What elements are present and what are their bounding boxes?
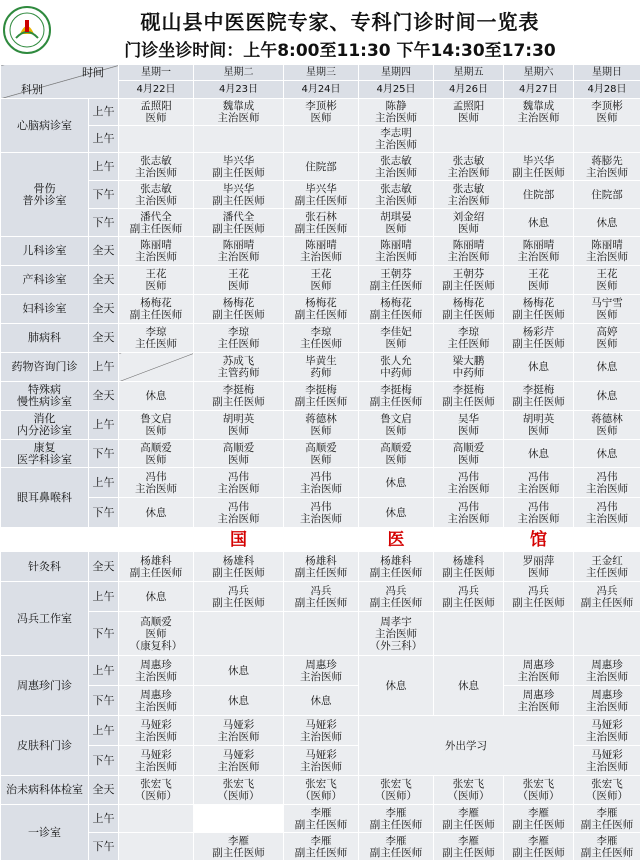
schedule-cell: 冯伟 主治医师 [434, 468, 504, 498]
schedule-cell: 外出学习 [359, 716, 574, 776]
blank-cell [434, 528, 504, 552]
schedule-cell: 高顺爱 医师 （康复科） [119, 612, 194, 656]
table-row [1, 353, 640, 382]
table-row [1, 324, 640, 353]
schedule-cell: 住院部 [574, 181, 640, 209]
schedule-cell: 胡琪晏 医师 [359, 209, 434, 237]
dept-yaowu: 药物咨询门诊 [1, 353, 89, 382]
schedule-cell: 张志敏 主治医师 [119, 181, 194, 209]
date-header: 4月24日 [284, 81, 359, 99]
schedule-cell: 休息 [194, 686, 284, 716]
schedule-cell [194, 126, 284, 153]
schedule-cell: 冯伟 主治医师 [194, 468, 284, 498]
schedule-cell: 罗丽萍 医师 [504, 552, 574, 582]
table-row [1, 582, 640, 612]
period-am: 上午 [89, 805, 119, 833]
schedule-cell: 冯伟 主治医师 [284, 468, 359, 498]
schedule-cell: 李顶彬 医师 [284, 99, 359, 126]
corner-cell [1, 65, 119, 99]
schedule-cell: 冯伟 主治医师 [194, 498, 284, 528]
dept-teshu: 特殊病 慢性病诊室 [1, 382, 89, 411]
table-row [1, 440, 640, 468]
schedule-cell: 冯伟 主治医师 [119, 468, 194, 498]
schedule-cell: 休息 [574, 353, 640, 382]
schedule-cell: 鲁文启 医师 [119, 411, 194, 440]
schedule-cell: 潘代全 副主任医师 [194, 209, 284, 237]
schedule-cell: 李挺梅 副主任医师 [359, 382, 434, 411]
schedule-cell [504, 612, 574, 656]
schedule-cell: 周惠珍 主治医师 [504, 686, 574, 716]
schedule-cell: 王朝芬 副主任医师 [434, 266, 504, 295]
schedule-cell: 张志敏 主治医师 [119, 153, 194, 181]
table-row [1, 716, 640, 746]
table-row [1, 686, 640, 716]
schedule-cell: 休息 [119, 382, 194, 411]
schedule-cell: 休息 [434, 656, 504, 716]
period-all: 全天 [89, 237, 119, 266]
corner-dept-label: 科别 [21, 83, 43, 96]
schedule-cell: 王金红 主任医师 [574, 552, 640, 582]
schedule-cell: 刘金绍 医师 [434, 209, 504, 237]
schedule-cell: 冯兵 副主任医师 [194, 582, 284, 612]
table-row [1, 612, 640, 656]
dept-yizhen: 一诊室 [1, 805, 89, 861]
schedule-cell: 陈丽晴 主治医师 [359, 237, 434, 266]
schedule-cell: 王花 医师 [194, 266, 284, 295]
weekday-header: 星期日 [574, 65, 640, 81]
blank-cell [574, 528, 640, 552]
period-am: 上午 [89, 716, 119, 746]
period-all: 全天 [89, 382, 119, 411]
schedule-cell: 休息 [574, 440, 640, 468]
schedule-cell: 张志敏 主治医师 [359, 181, 434, 209]
schedule-cell: 冯伟 主治医师 [504, 498, 574, 528]
dept-yanerbi: 眼耳鼻喉科 [1, 468, 89, 528]
weekday-header: 星期四 [359, 65, 434, 81]
schedule-cell: 休息 [359, 498, 434, 528]
schedule-cell: 住院部 [284, 153, 359, 181]
guoyiguan-label: 馆 [504, 528, 574, 552]
table-row [1, 181, 640, 209]
schedule-cell: 李佳妃 医师 [359, 324, 434, 353]
period-am: 上午 [89, 582, 119, 612]
schedule-cell: 陈静 主治医师 [359, 99, 434, 126]
schedule-cell: 张宏飞 （医师） [119, 776, 194, 805]
dept-fengbing: 冯兵工作室 [1, 582, 89, 656]
table-row [1, 528, 640, 552]
schedule-cell: 冯兵 副主任医师 [284, 582, 359, 612]
schedule-cell [434, 126, 504, 153]
schedule-cell: 休息 [504, 353, 574, 382]
schedule-cell: 张石林 副主任医师 [284, 209, 359, 237]
table-row [1, 656, 640, 686]
schedule-cell: 陈丽晴 主治医师 [284, 237, 359, 266]
blank-cell [1, 528, 89, 552]
schedule-cell: 休息 [504, 440, 574, 468]
dept-zhenjiu: 针灸科 [1, 552, 89, 582]
schedule-cell: 吴华 医师 [434, 411, 504, 440]
schedule-cell: 杨彩芹 副主任医师 [504, 324, 574, 353]
schedule-cell: 杨梅花 副主任医师 [119, 295, 194, 324]
clinic-hours: 门诊坐诊时间：上午8:00至11:30 下午14:30至17:30 [124, 41, 556, 61]
schedule-cell: 张宏飞 （医师） [504, 776, 574, 805]
guoyiguan-label: 国 [194, 528, 284, 552]
schedule-cell: 潘代全 副主任医师 [119, 209, 194, 237]
schedule-cell: 李琼 主任医师 [284, 324, 359, 353]
schedule-cell: 冯伟 主治医师 [574, 468, 640, 498]
guoyiguan-label: 医 [359, 528, 434, 552]
empty-cell [194, 805, 284, 833]
dept-zhiwei: 治未病科体检室 [1, 776, 89, 805]
table-row [1, 237, 640, 266]
period-pm: 下午 [89, 833, 119, 861]
schedule-cell [284, 126, 359, 153]
schedule-cell: 杨梅花 副主任医师 [194, 295, 284, 324]
schedule-cell: 李雁 副主任医师 [504, 805, 574, 833]
table-row [1, 498, 640, 528]
dept-xinnao: 心脑病诊室 [1, 99, 89, 153]
schedule-cell: 杨雄科 副主任医师 [434, 552, 504, 582]
period-pm: 下午 [89, 686, 119, 716]
period-all: 全天 [89, 776, 119, 805]
schedule-cell: 李挺梅 副主任医师 [284, 382, 359, 411]
schedule-cell: 马娅彩 主治医师 [194, 716, 284, 746]
schedule-cell: 毕兴华 副主任医师 [194, 181, 284, 209]
weekday-header: 星期六 [504, 65, 574, 81]
schedule-cell [284, 612, 359, 656]
schedule-cell [434, 612, 504, 656]
blank-cell [119, 528, 194, 552]
period-am: 上午 [89, 656, 119, 686]
schedule-cell: 冯兵 副主任医师 [359, 582, 434, 612]
schedule-cell: 杨雄科 副主任医师 [359, 552, 434, 582]
schedule-cell: 休息 [504, 209, 574, 237]
date-header: 4月25日 [359, 81, 434, 99]
schedule-cell: 王花 医师 [284, 266, 359, 295]
table-row [1, 153, 640, 181]
schedule-cell: 毕兴华 副主任医师 [504, 153, 574, 181]
weekday-header: 星期二 [194, 65, 284, 81]
period-all: 全天 [89, 552, 119, 582]
schedule-cell: 张宏飞 （医师） [359, 776, 434, 805]
table-row [1, 209, 640, 237]
dept-kangfu: 康复 医学科诊室 [1, 440, 89, 468]
schedule-cell: 李琼 主任医师 [434, 324, 504, 353]
schedule-cell: 蒋膨先 主治医师 [574, 153, 640, 181]
schedule-cell: 杨雄科 副主任医师 [194, 552, 284, 582]
schedule-cell [574, 126, 640, 153]
schedule-cell: 马娅彩 主治医师 [574, 716, 640, 746]
schedule-cell: 李雁 副主任医师 [359, 805, 434, 833]
schedule-cell: 休息 [284, 686, 359, 716]
table-row [1, 295, 640, 324]
schedule-cell: 冯伟 主治医师 [284, 498, 359, 528]
schedule-cell: 休息 [119, 582, 194, 612]
period-am: 上午 [89, 353, 119, 382]
dept-chanke: 产科诊室 [1, 266, 89, 295]
schedule-cell: 周惠珍 主治医师 [504, 656, 574, 686]
schedule-cell: 张宏飞 （医师） [284, 776, 359, 805]
period-pm: 下午 [89, 498, 119, 528]
schedule-cell: 孟照阳 医师 [434, 99, 504, 126]
schedule-cell: 马娅彩 主治医师 [574, 746, 640, 776]
schedule-cell: 鲁文启 医师 [359, 411, 434, 440]
schedule-cell [119, 833, 194, 861]
schedule-cell: 住院部 [504, 181, 574, 209]
corner-time-label: 时间 [82, 66, 104, 79]
schedule-cell: 毕兴华 副主任医师 [194, 153, 284, 181]
dept-feibing: 肺病科 [1, 324, 89, 353]
schedule-cell: 杨梅花 副主任医师 [359, 295, 434, 324]
table-row [1, 266, 640, 295]
schedule-cell: 魏靠成 主治医师 [194, 99, 284, 126]
dept-erke: 儿科诊室 [1, 237, 89, 266]
empty-cell [119, 353, 194, 382]
schedule-cell: 张志敏 主治医师 [434, 181, 504, 209]
schedule-cell: 毕黄生 药师 [284, 353, 359, 382]
table-row [1, 65, 640, 81]
schedule-cell: 李顶彬 医师 [574, 99, 640, 126]
schedule-cell: 张志敏 主治医师 [434, 153, 504, 181]
schedule-cell: 李雁 副主任医师 [574, 833, 640, 861]
table-row [1, 552, 640, 582]
schedule-cell: 周惠珍 主治医师 [574, 686, 640, 716]
weekday-header: 星期三 [284, 65, 359, 81]
period-pm: 下午 [89, 612, 119, 656]
schedule-cell: 高顺爱 医师 [194, 440, 284, 468]
schedule-cell: 陈丽晴 主治医师 [434, 237, 504, 266]
schedule-cell: 杨梅花 副主任医师 [504, 295, 574, 324]
schedule-cell: 孟照阳 医师 [119, 99, 194, 126]
schedule-cell: 李雁 副主任医师 [359, 833, 434, 861]
schedule-cell: 周惠珍 主治医师 [119, 656, 194, 686]
weekday-header: 星期五 [434, 65, 504, 81]
date-header: 4月28日 [574, 81, 640, 99]
dept-pifu: 皮肤科门诊 [1, 716, 89, 776]
schedule-cell: 周惠珍 主治医师 [119, 686, 194, 716]
schedule-cell: 杨雄科 副主任医师 [284, 552, 359, 582]
schedule-cell: 李雁 副主任医师 [284, 805, 359, 833]
period-pm: 下午 [89, 181, 119, 209]
table-row [1, 833, 640, 861]
schedule-cell: 魏靠成 主治医师 [504, 99, 574, 126]
schedule-cell: 李雁 副主任医师 [434, 805, 504, 833]
schedule-cell: 陈丽晴 主治医师 [119, 237, 194, 266]
schedule-cell: 杨雄科 副主任医师 [119, 552, 194, 582]
period-all: 全天 [89, 266, 119, 295]
period-pm: 下午 [89, 746, 119, 776]
schedule-cell: 杨梅花 副主任医师 [284, 295, 359, 324]
period-am: 上午 [89, 99, 119, 126]
dept-zhouhuizhen: 周惠珍门诊 [1, 656, 89, 716]
schedule-cell: 李雁 副主任医师 [504, 833, 574, 861]
schedule-cell: 冯伟 主治医师 [434, 498, 504, 528]
table-row [1, 776, 640, 805]
schedule-cell: 李琼 主任医师 [194, 324, 284, 353]
schedule-cell: 张志敏 主治医师 [359, 153, 434, 181]
schedule-cell: 冯兵 副主任医师 [574, 582, 640, 612]
schedule-cell: 周惠珍 主治医师 [284, 656, 359, 686]
schedule-cell: 高顺爱 医师 [434, 440, 504, 468]
blank-cell [89, 528, 119, 552]
period-pm: 下午 [89, 209, 119, 237]
table-row [1, 411, 640, 440]
schedule-cell: 杨梅花 副主任医师 [434, 295, 504, 324]
date-header: 4月26日 [434, 81, 504, 99]
table-row [1, 99, 640, 126]
schedule-cell: 王花 医师 [574, 266, 640, 295]
schedule-cell: 李雁 副主任医师 [574, 805, 640, 833]
schedule-cell [119, 126, 194, 153]
schedule-cell: 高顺爱 医师 [284, 440, 359, 468]
schedule-cell: 高顺爱 医师 [119, 440, 194, 468]
schedule-cell: 马娅彩 主治医师 [194, 746, 284, 776]
table-row [1, 126, 640, 153]
schedule-cell: 周惠珍 主治医师 [574, 656, 640, 686]
schedule-cell: 休息 [359, 468, 434, 498]
schedule-cell: 王朝芬 副主任医师 [359, 266, 434, 295]
schedule-cell: 马娅彩 主治医师 [284, 716, 359, 746]
schedule-cell: 毕兴华 副主任医师 [284, 181, 359, 209]
schedule-cell: 苏成飞 主管药师 [194, 353, 284, 382]
period-all: 全天 [89, 324, 119, 353]
schedule-cell: 休息 [119, 498, 194, 528]
schedule-cell: 王花 医师 [504, 266, 574, 295]
schedule-cell: 陈丽晴 主治医师 [194, 237, 284, 266]
schedule-cell: 冯伟 主治医师 [504, 468, 574, 498]
weekday-header: 星期一 [119, 65, 194, 81]
schedule-cell: 陈丽晴 主治医师 [574, 237, 640, 266]
schedule-cell [574, 612, 640, 656]
period-am: 上午 [89, 153, 119, 181]
schedule-cell: 马娅彩 主治医师 [119, 746, 194, 776]
schedule-cell: 张宏飞 （医师） [434, 776, 504, 805]
schedule-cell: 胡明英 医师 [504, 411, 574, 440]
schedule-cell: 李雁 副主任医师 [284, 833, 359, 861]
schedule-cell: 冯兵 副主任医师 [504, 582, 574, 612]
schedule-cell: 梁大鹏 中药师 [434, 353, 504, 382]
schedule-cell: 李雁 副主任医师 [434, 833, 504, 861]
date-header: 4月27日 [504, 81, 574, 99]
schedule-cell: 王花 医师 [119, 266, 194, 295]
period-all: 全天 [89, 295, 119, 324]
schedule-cell: 高婷 医师 [574, 324, 640, 353]
schedule-cell: 张宏飞 （医师） [574, 776, 640, 805]
schedule-cell [194, 612, 284, 656]
schedule-table [0, 64, 640, 861]
schedule-cell: 蒋德林 医师 [574, 411, 640, 440]
period-am: 上午 [89, 411, 119, 440]
dept-xiaohua: 消化 内分泌诊室 [1, 411, 89, 440]
schedule-cell: 马娅彩 主治医师 [119, 716, 194, 746]
schedule-cell: 李挺梅 副主任医师 [504, 382, 574, 411]
schedule-cell [119, 805, 194, 833]
dept-fuke: 妇科诊室 [1, 295, 89, 324]
page-header [0, 0, 640, 64]
schedule-cell: 李琼 主任医师 [119, 324, 194, 353]
table-row [1, 382, 640, 411]
period-am: 上午 [89, 468, 119, 498]
schedule-cell: 休息 [574, 382, 640, 411]
schedule-cell: 李雁 副主任医师 [194, 833, 284, 861]
schedule-cell: 马宁雪 医师 [574, 295, 640, 324]
schedule-cell: 冯伟 主治医师 [574, 498, 640, 528]
schedule-cell: 李挺梅 副主任医师 [434, 382, 504, 411]
page-title: 砚山县中医医院专家、专科门诊时间一览表 [140, 10, 540, 34]
schedule-cell: 蒋德林 医师 [284, 411, 359, 440]
schedule-cell: 李志明 主治医师 [359, 126, 434, 153]
schedule-cell: 休息 [194, 656, 284, 686]
schedule-cell [504, 126, 574, 153]
schedule-cell: 张宏飞 （医师） [194, 776, 284, 805]
table-row [1, 805, 640, 833]
schedule-cell: 冯兵 副主任医师 [434, 582, 504, 612]
schedule-cell: 高顺爱 医师 [359, 440, 434, 468]
schedule-cell: 休息 [359, 656, 434, 716]
schedule-cell: 周孝宇 主治医师 （外三科） [359, 612, 434, 656]
date-header: 4月23日 [194, 81, 284, 99]
dept-gushang: 骨伤 普外诊室 [1, 153, 89, 237]
schedule-cell: 李挺梅 副主任医师 [194, 382, 284, 411]
schedule-cell: 马娅彩 主治医师 [284, 746, 359, 776]
schedule-cell: 胡明英 医师 [194, 411, 284, 440]
period-pm: 下午 [89, 440, 119, 468]
date-header: 4月22日 [119, 81, 194, 99]
schedule-cell: 休息 [574, 209, 640, 237]
schedule-cell: 陈丽晴 主治医师 [504, 237, 574, 266]
schedule-cell: 张人允 中药师 [359, 353, 434, 382]
blank-cell [284, 528, 359, 552]
period-am: 上午 [89, 126, 119, 153]
table-row [1, 468, 640, 498]
